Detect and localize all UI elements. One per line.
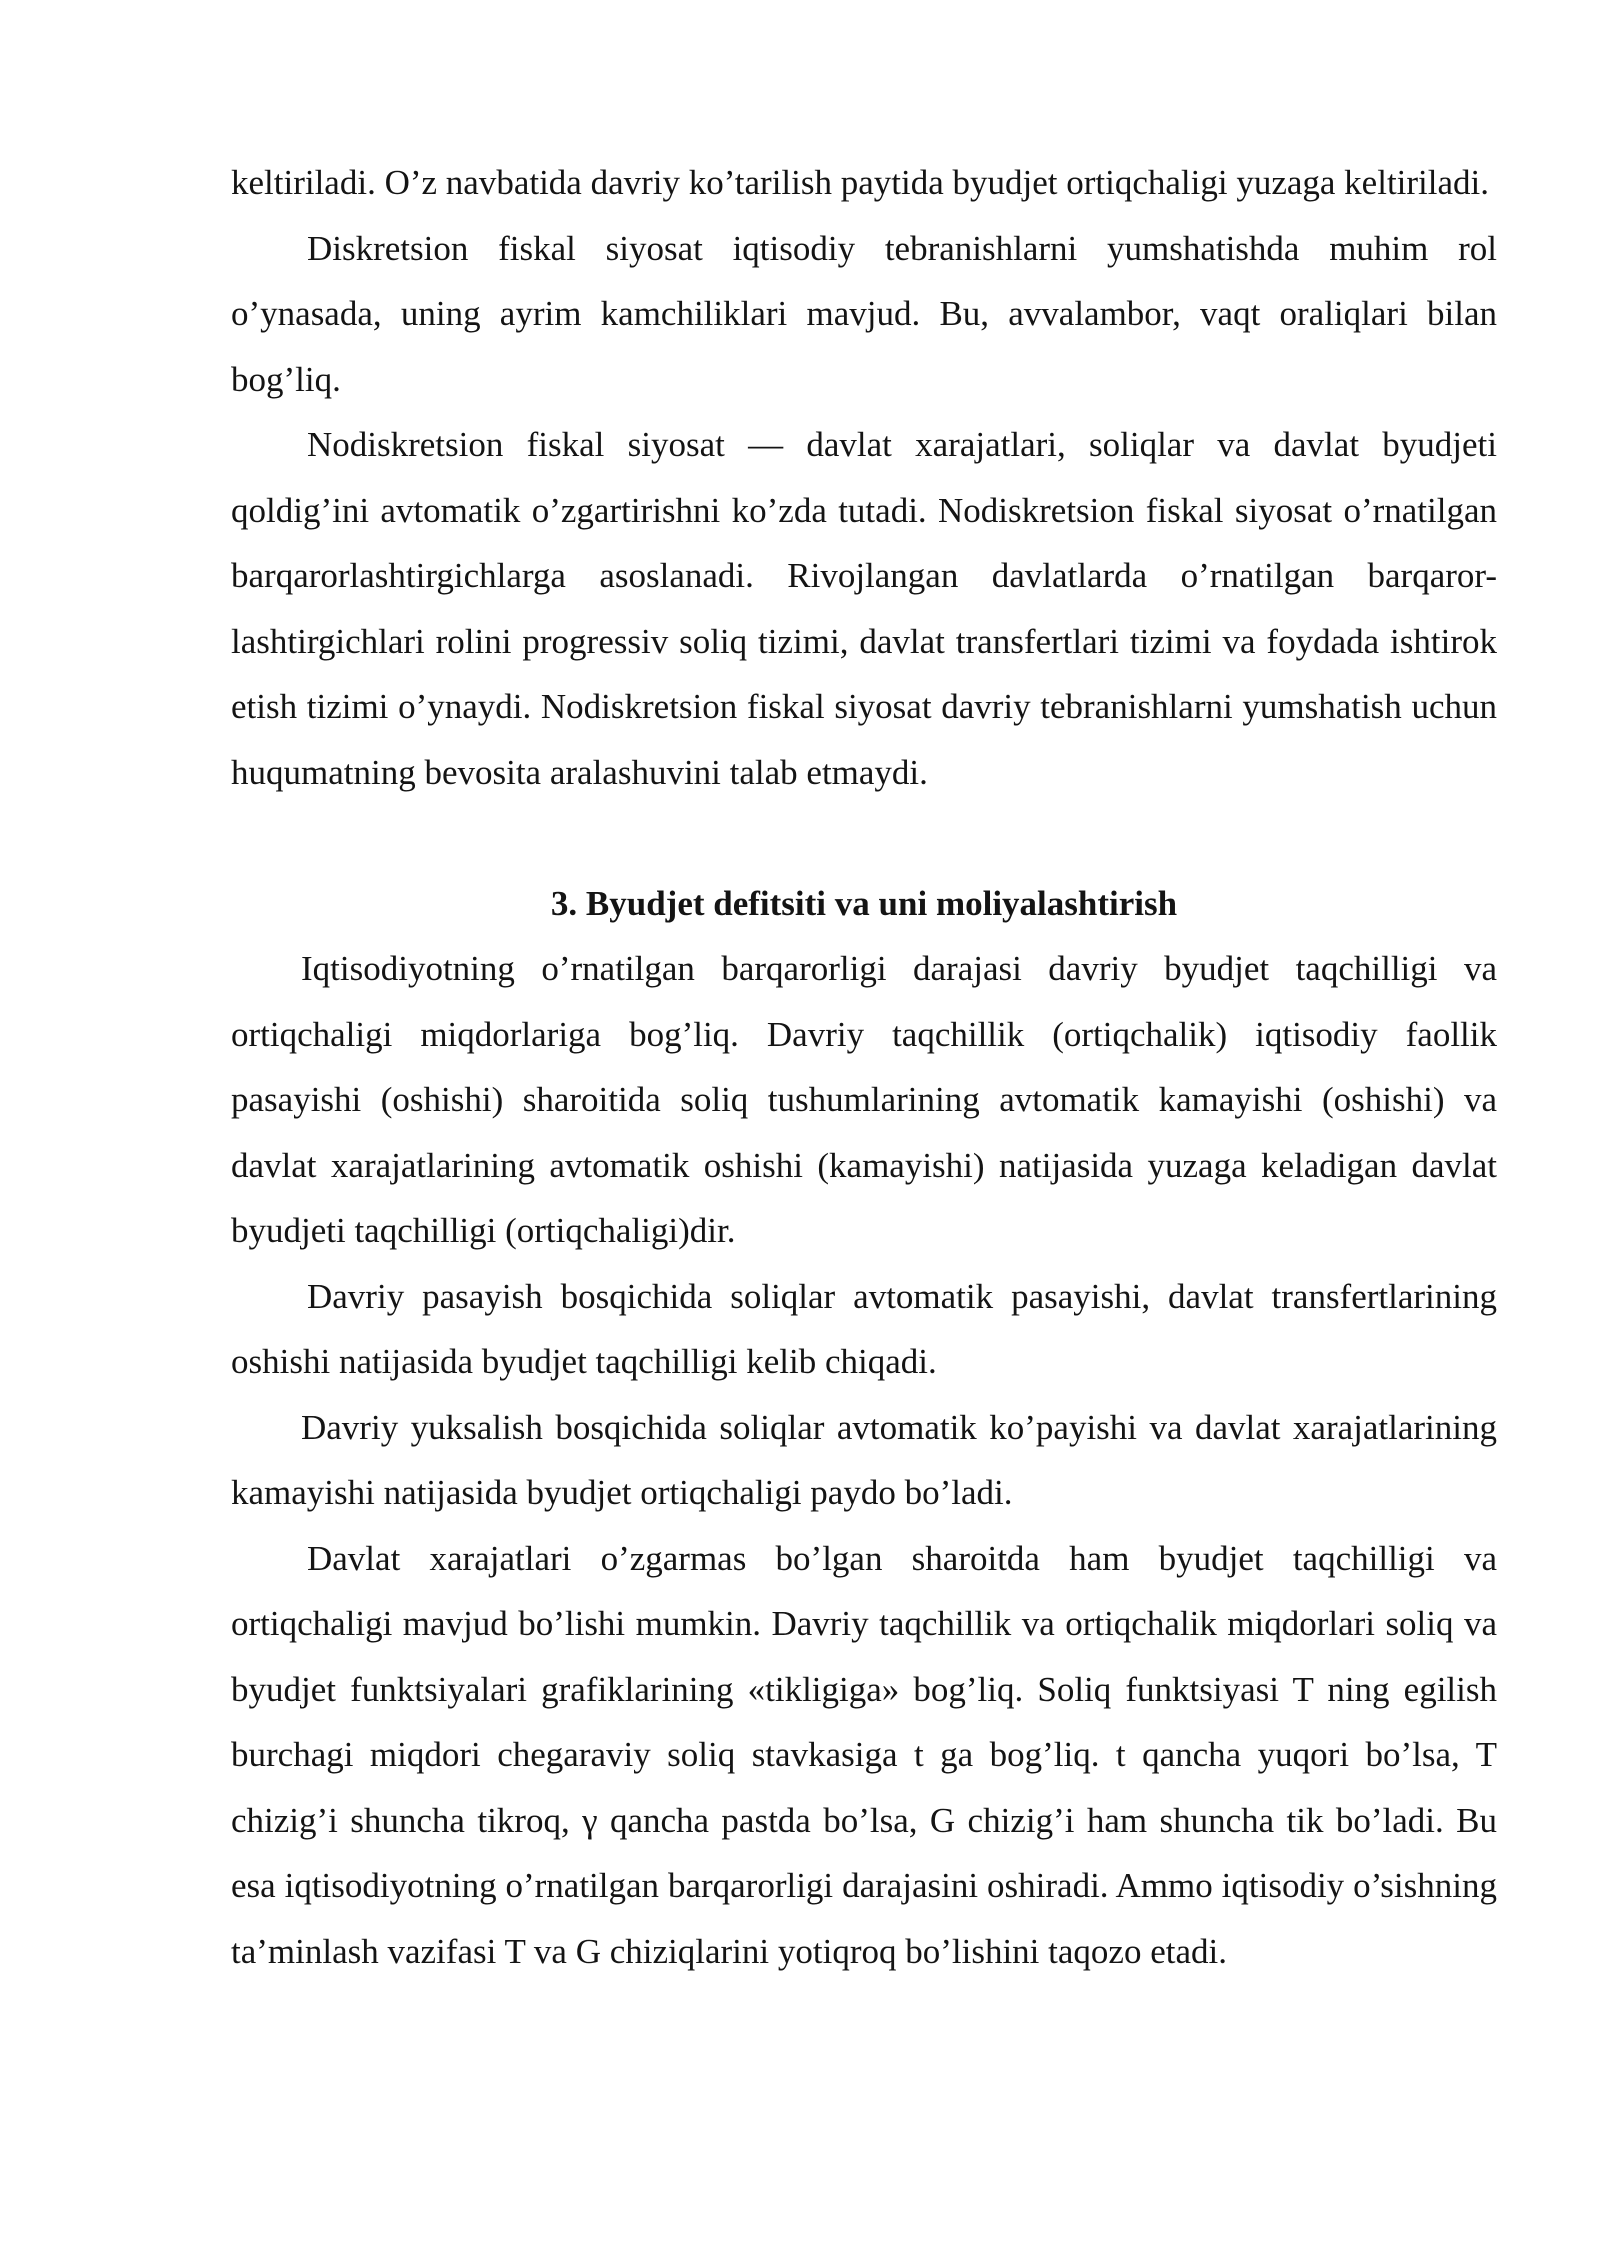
paragraph-recession-phase: Davriy pasayish bosqichida soliqlar avtomatik pasayishi, davlat transfertlarining oshishi natijasida byudjet taqchilligi kelib chiqadi. bbox=[231, 1276, 1497, 1381]
paragraph-built-in-stability: Iqtisodiyotning o’rnatilgan barqarorligi darajasi davriy byudjet taqchilligi va ortiqchaligi miqdorlariga bog’liq. Davriy taqchillik (ortiqchalik) iqtisodiy faollik pasayishi (oshishi) sharoitida soliq tushumlarining avtomatik kamayishi (oshishi) va davlat xarajatlarining avtomatik oshishi (kamayishi) natijasida yuzaga keladigan davlat byudjeti taqchilligi (ortiqchaligi)dir. bbox=[231, 949, 1497, 1250]
section-heading: 3. Byudjet defitsiti va uni moliyalashtirish bbox=[550, 883, 1178, 923]
paragraph-tax-function-slope: Davlat xarajatlari o’zgarmas bo’lgan sharoitda ham byudjet taqchilligi va ortiqchaligi mavjud bo’lishi mumkin. Davriy taqchillik va ortiqchalik miqdorlari soliq va byudjet funktsiyalari grafiklarining «tikligiga» bog’liq. Soliq funktsiyasi T ning egilish burchagi miqdori chegaraviy soliq stavkasiga t ga bog’liq. t qancha yuqori bo’lsa, T chizig’i shuncha tikroq, γ qancha pastda bo’lsa, G chizig’i ham shuncha tik bo’ladi. Bu esa iqtisodiyotning o’rnatilgan barqarorligi darajasini oshiradi. Ammo iqtisodiy o’sishning ta’minlash vazifasi T va G chiziqlarini yotiqroq bo’lishini taqozo etadi. bbox=[231, 1538, 1497, 1971]
paragraph-nondiscretionary-policy: Nodiskretsion fiskal siyosat — davlat xarajatlari, soliqlar va davlat byudjeti qoldig’ini avtomatik o’zgartirishni ko’zda tutadi. Nodiskretsion fiskal siyosat o’rnatilgan barqarorlashtirgichlarga asoslanadi. Rivojlangan davlatlarda o’rnatilgan barqaror-lashtirgichlari rolini progressiv soliq tizimi, davlat transfertlari tizimi va foydada ishtirok etish tizimi o’ynaydi. Nodiskretsion fiskal siyosat davriy tebranishlarni yumshatish uchun huqumatning bevosita aralashuvini talab etmaydi. bbox=[231, 425, 1497, 792]
paragraph-expansion-phase: Davriy yuksalish bosqichida soliqlar avtomatik ko’payishi va davlat xarajatlarining kamayishi natijasida byudjet ortiqchaligi paydo bo’ladi. bbox=[231, 1407, 1497, 1512]
paragraph-continuation: keltiriladi. O’z navbatida davriy ko’tarilish paytida byudjet ortiqchaligi yuzaga keltiriladi. bbox=[231, 163, 1490, 202]
document-body bbox=[231, 150, 1497, 1984]
paragraph-discretionary-policy: Diskretsion fiskal siyosat iqtisodiy tebranishlarni yumshatishda muhim rol o’ynasada, uning ayrim kamchiliklari mavjud. Bu, avvalambor, vaqt oraliqlari bilan bog’liq. bbox=[231, 228, 1497, 399]
